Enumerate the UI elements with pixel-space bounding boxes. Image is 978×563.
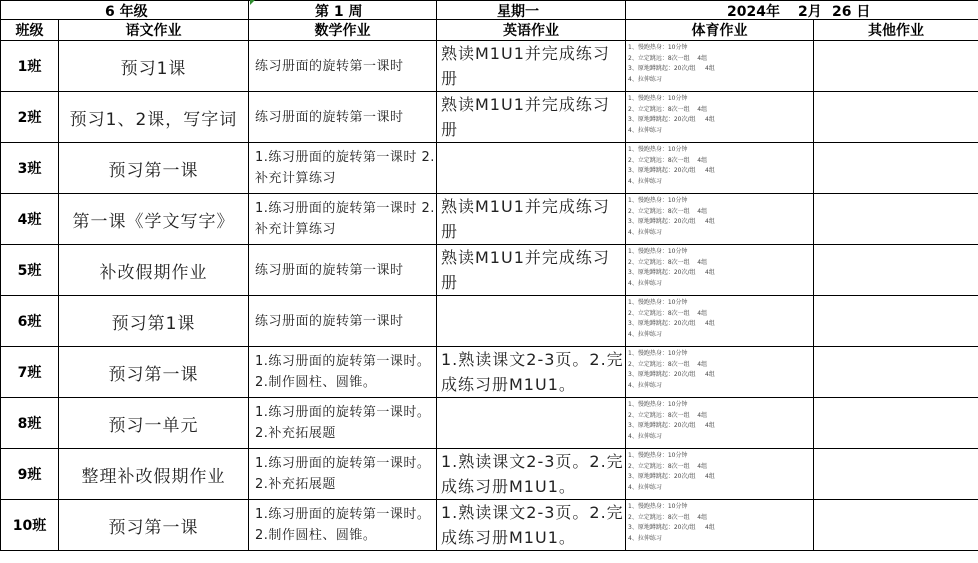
pe-item-list [626,449,813,493]
other-homework-cell[interactable] [814,398,978,449]
chinese-homework-cell[interactable]: 第一课《学文写字》 [59,194,249,245]
pe-item: 3、原地蹲跳起：20次/组 4组 [628,371,715,378]
table-row [1,245,978,296]
column-header[interactable]: 其他作业 [814,20,978,41]
pe-item: 2、立定跳远：8次一组 4组 [628,207,708,215]
english-homework-cell[interactable]: 熟读M1U1并完成练习册 [437,194,626,245]
pe-item-list [626,500,813,544]
other-homework-cell[interactable] [814,296,978,347]
table-row [1,41,978,92]
pe-homework-cell[interactable] [626,449,814,500]
other-homework-cell[interactable] [814,143,978,194]
pe-item: 1、慢跑热身：10分钟 [628,350,688,357]
pe-item-list [626,143,813,187]
pe-item: 4、拉伸练习 [628,534,662,542]
class-cell[interactable]: 10班 [1,500,59,551]
pe-item: 3、原地蹲跳起：20次/组 4组 [628,524,715,531]
pe-item: 2、立定跳远：8次一组 4组 [628,258,708,266]
class-cell[interactable]: 8班 [1,398,59,449]
pe-item: 1、慢跑热身：10分钟 [628,95,688,102]
table-row [1,194,978,245]
english-homework-cell[interactable]: 熟读M1U1并完成练习册 [437,92,626,143]
pe-homework-cell[interactable] [626,194,814,245]
other-homework-cell[interactable] [814,41,978,92]
sheet-top-row [1,1,978,20]
math-homework-cell[interactable]: 1.练习册面的旋转第一课时。2.制作圆柱、圆锥。 [249,347,437,398]
table-row [1,296,978,347]
pe-item: 2、立定跳远：8次一组 4组 [628,462,708,470]
pe-item-list [626,398,813,442]
pe-homework-cell[interactable] [626,92,814,143]
other-homework-cell[interactable] [814,449,978,500]
month-label: 2月 [798,4,822,20]
pe-item: 1、慢跑热身：10分钟 [628,197,688,204]
table-row [1,92,978,143]
pe-item: 1、慢跑热身：10分钟 [628,503,688,510]
pe-item: 1、慢跑热身：10分钟 [628,248,688,255]
english-homework-cell[interactable]: 1.熟读课文2-3页。2.完成练习册M1U1。 [437,347,626,398]
pe-item: 4、拉伸练习 [628,126,662,134]
class-cell[interactable]: 7班 [1,347,59,398]
pe-item: 3、原地蹲跳起：20次/组 4组 [628,65,715,72]
weekday-label: 星期一 [497,4,539,20]
pe-item: 2、立定跳远：8次一组 4组 [628,360,708,368]
class-cell[interactable]: 2班 [1,92,59,143]
pe-item: 3、原地蹲跳起：20次/组 4组 [628,320,715,327]
pe-item-list [626,347,813,391]
pe-homework-cell[interactable] [626,143,814,194]
column-header[interactable]: 英语作业 [437,20,626,41]
pe-item: 4、拉伸练习 [628,330,662,338]
pe-item: 4、拉伸练习 [628,279,662,287]
chinese-homework-cell[interactable]: 预习1、2课，写字词 [59,92,249,143]
table-row [1,500,978,551]
table-row [1,449,978,500]
other-homework-cell[interactable] [814,194,978,245]
pe-item: 4、拉伸练习 [628,75,662,83]
table-row [1,143,978,194]
pe-homework-cell[interactable] [626,398,814,449]
pe-item: 3、原地蹲跳起：20次/组 4组 [628,422,715,429]
chinese-homework-cell[interactable]: 预习第一课 [59,347,249,398]
weekday-cell[interactable] [437,1,626,20]
pe-homework-cell[interactable] [626,41,814,92]
date-cell[interactable] [626,1,978,20]
pe-homework-cell[interactable] [626,245,814,296]
column-header[interactable]: 班级 [1,20,59,41]
class-cell[interactable]: 3班 [1,143,59,194]
pe-item: 3、原地蹲跳起：20次/组 4组 [628,167,715,174]
column-header-row [1,20,978,41]
day-label: 26 日 [832,4,871,20]
math-homework-cell[interactable]: 1.练习册面的旋转第一课时。2.制作圆柱、圆锥。 [249,500,437,551]
pe-item-list [626,245,813,289]
math-homework-cell[interactable]: 1.练习册面的旋转第一课时 2.补充计算练习 [249,194,437,245]
class-cell[interactable]: 6班 [1,296,59,347]
pe-item-list [626,296,813,340]
class-cell[interactable]: 4班 [1,194,59,245]
pe-item: 2、立定跳远：8次一组 4组 [628,54,708,62]
english-homework-cell[interactable]: 熟读M1U1并完成练习册 [437,41,626,92]
pe-item: 4、拉伸练习 [628,177,662,185]
chinese-homework-cell[interactable]: 预习第一课 [59,500,249,551]
pe-item: 1、慢跑热身：10分钟 [628,452,688,459]
week-cell[interactable] [249,1,437,20]
pe-homework-cell[interactable] [626,296,814,347]
other-homework-cell[interactable] [814,92,978,143]
pe-item: 3、原地蹲跳起：20次/组 4组 [628,116,715,123]
english-homework-cell[interactable]: 1.熟读课文2-3页。2.完成练习册M1U1。 [437,449,626,500]
math-homework-cell[interactable]: 1.练习册面的旋转第一课时。2.补充拓展题 [249,449,437,500]
grade-label: 6 年级 [105,4,148,20]
english-homework-cell[interactable] [437,398,626,449]
pe-item: 2、立定跳远：8次一组 4组 [628,105,708,113]
chinese-homework-cell[interactable]: 补改假期作业 [59,245,249,296]
pe-item: 3、原地蹲跳起：20次/组 4组 [628,218,715,225]
pe-homework-cell[interactable] [626,500,814,551]
pe-item: 3、原地蹲跳起：20次/组 4组 [628,269,715,276]
class-cell[interactable]: 9班 [1,449,59,500]
math-homework-cell[interactable]: 练习册面的旋转第一课时 [249,92,437,143]
pe-item: 1、慢跑热身：10分钟 [628,146,688,153]
class-cell[interactable]: 1班 [1,41,59,92]
pe-item: 4、拉伸练习 [628,228,662,236]
grade-cell[interactable] [1,1,249,20]
pe-item: 4、拉伸练习 [628,381,662,389]
other-homework-cell[interactable] [814,500,978,551]
class-cell[interactable]: 5班 [1,245,59,296]
pe-item-list [626,194,813,238]
week-label: 第 1 周 [315,4,363,20]
math-homework-cell[interactable]: 1.练习册面的旋转第一课时。2.补充拓展题 [249,398,437,449]
pe-item: 2、立定跳远：8次一组 4组 [628,513,708,521]
pe-item: 4、拉伸练习 [628,483,662,491]
cell-comment-marker [250,0,255,5]
chinese-homework-cell[interactable]: 整理补改假期作业 [59,449,249,500]
column-header[interactable]: 数学作业 [249,20,437,41]
other-homework-cell[interactable] [814,347,978,398]
pe-item: 2、立定跳远：8次一组 4组 [628,156,708,164]
year-label: 2024年 [727,4,780,20]
other-homework-cell[interactable] [814,245,978,296]
pe-item: 3、原地蹲跳起：20次/组 4组 [628,473,715,480]
chinese-homework-cell[interactable]: 预习第一课 [59,143,249,194]
chinese-homework-cell[interactable]: 预习1课 [59,41,249,92]
math-homework-cell[interactable]: 练习册面的旋转第一课时 [249,296,437,347]
pe-item-list [626,41,813,85]
math-homework-cell[interactable]: 练习册面的旋转第一课时 [249,41,437,92]
pe-item: 4、拉伸练习 [628,432,662,440]
column-header[interactable]: 语文作业 [59,20,249,41]
english-homework-cell[interactable] [437,296,626,347]
english-homework-cell[interactable] [437,143,626,194]
table-row [1,398,978,449]
pe-homework-cell[interactable] [626,347,814,398]
table-row [1,347,978,398]
pe-item-list [626,92,813,136]
pe-item: 1、慢跑热身：10分钟 [628,401,688,408]
math-homework-cell[interactable]: 1.练习册面的旋转第一课时 2.补充计算练习 [249,143,437,194]
pe-item: 1、慢跑热身：10分钟 [628,299,688,306]
pe-item: 1、慢跑热身：10分钟 [628,44,688,51]
pe-item: 2、立定跳远：8次一组 4组 [628,309,708,317]
math-homework-cell[interactable]: 练习册面的旋转第一课时 [249,245,437,296]
chinese-homework-cell[interactable]: 预习第1课 [59,296,249,347]
column-header[interactable]: 体育作业 [626,20,814,41]
english-homework-cell[interactable]: 1.熟读课文2-3页。2.完成练习册M1U1。 [437,500,626,551]
pe-item: 2、立定跳远：8次一组 4组 [628,411,708,419]
chinese-homework-cell[interactable]: 预习一单元 [59,398,249,449]
english-homework-cell[interactable]: 熟读M1U1并完成练习册 [437,245,626,296]
